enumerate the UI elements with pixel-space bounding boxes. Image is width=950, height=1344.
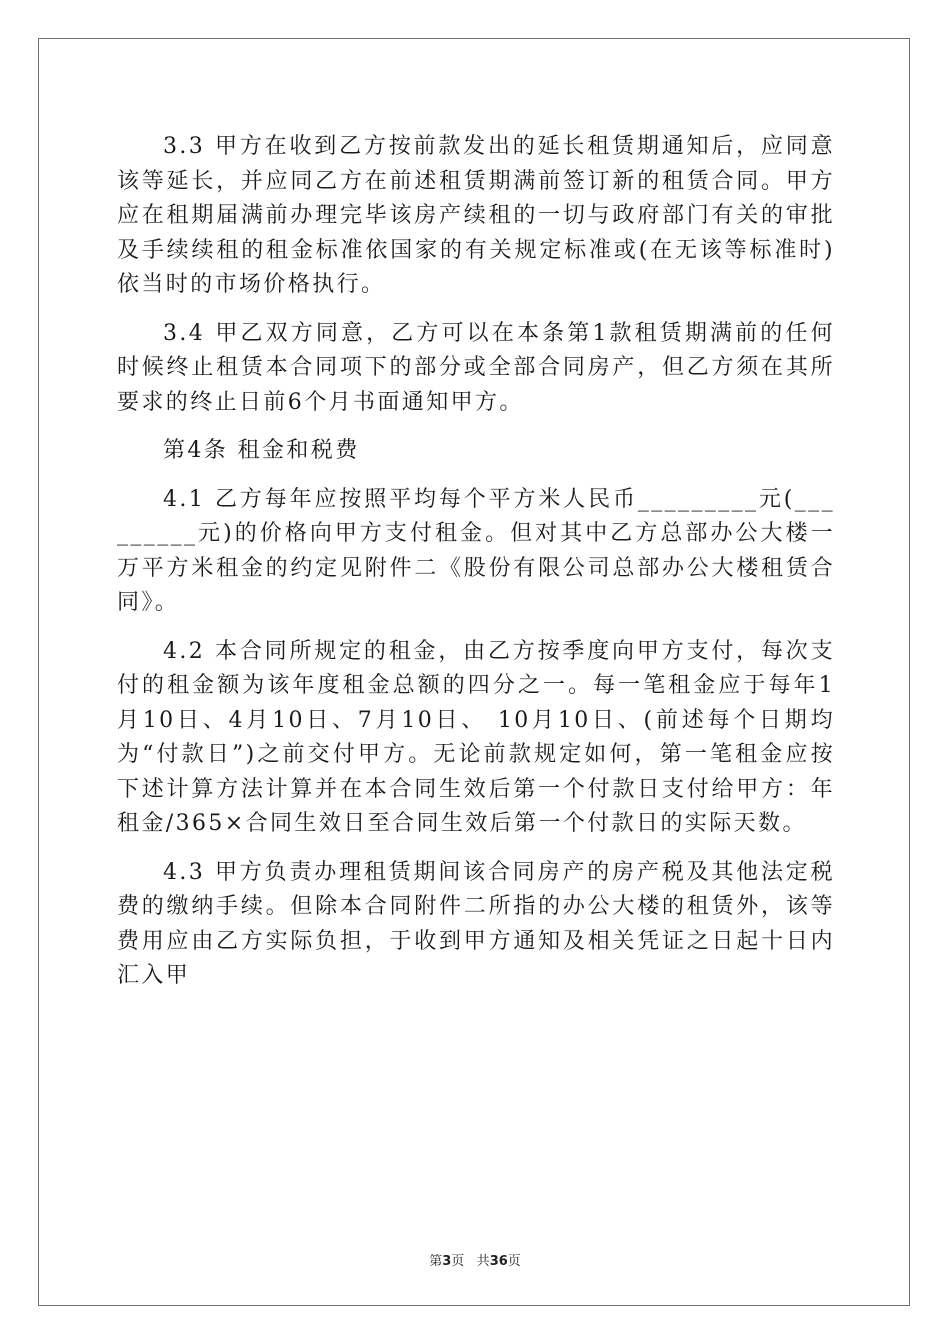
page-footer <box>0 1250 950 1269</box>
page-total: 36 <box>489 1254 508 1269</box>
document-body <box>117 130 835 994</box>
clause-3-3: 3.3 甲方在收到乙方按前款发出的延长租赁期通知后，应同意该等延长，并应同乙方在前述租赁期满前签订新的租赁合同。甲方应在租期届满前办理完毕该房产续租的一切与政府部门有关的审批及手续续租的租金标准依国家的有关规定标准或(在无该等标准时)依当时的市场价格执行。 <box>117 134 835 297</box>
clause-3-4: 3.4 甲乙双方同意，乙方可以在本条第1款租赁期满前的任何时候终止租赁本合同项下的部分或全部合同房产，但乙方须在其所要求的终止日前6个月书面通知甲方。 <box>117 320 835 415</box>
total-suffix: 页 <box>507 1254 521 1269</box>
clause-4-1: 4.1 乙方每年应按照平均每个平方米人民币_________元(_________元)的价格向甲方支付租金。但对其中乙方总部办公大楼一万平方米租金的约定见附件二《股份有限公司总部办公大楼租赁合同》。 <box>117 486 835 615</box>
page-suffix: 页 <box>451 1254 465 1269</box>
total-prefix: 共 <box>476 1254 490 1269</box>
page-prefix: 第 <box>429 1254 443 1269</box>
clause-4-3: 4.3 甲方负责办理租赁期间该合同房产的房产税及其他法定税费的缴纳手续。但除本合同附件二所指的办公大楼的租赁外，该等费用应由乙方实际负担，于收到甲方通知及相关凭证之日起十日内汇入甲 <box>117 859 835 988</box>
article-4-title: 第4条 租金和税费 <box>163 438 360 463</box>
clause-4-2: 4.2 本合同所规定的租金，由乙方按季度向甲方支付，每次支付的租金额为该年度租金总额的四分之一。每一笔租金应于每年1月10日、4月10日、7月10日、 10月10日、(前述每个日期均为“付款日”)之前交付甲方。无论前款规定如何，第一笔租金应按下述计算方法计算并在本合同生效后第一个付款日支付给甲方：年租金/365×合同生效日至合同生效后第一个付款日的实际天数。 <box>117 638 835 836</box>
page-current: 3 <box>442 1254 452 1269</box>
